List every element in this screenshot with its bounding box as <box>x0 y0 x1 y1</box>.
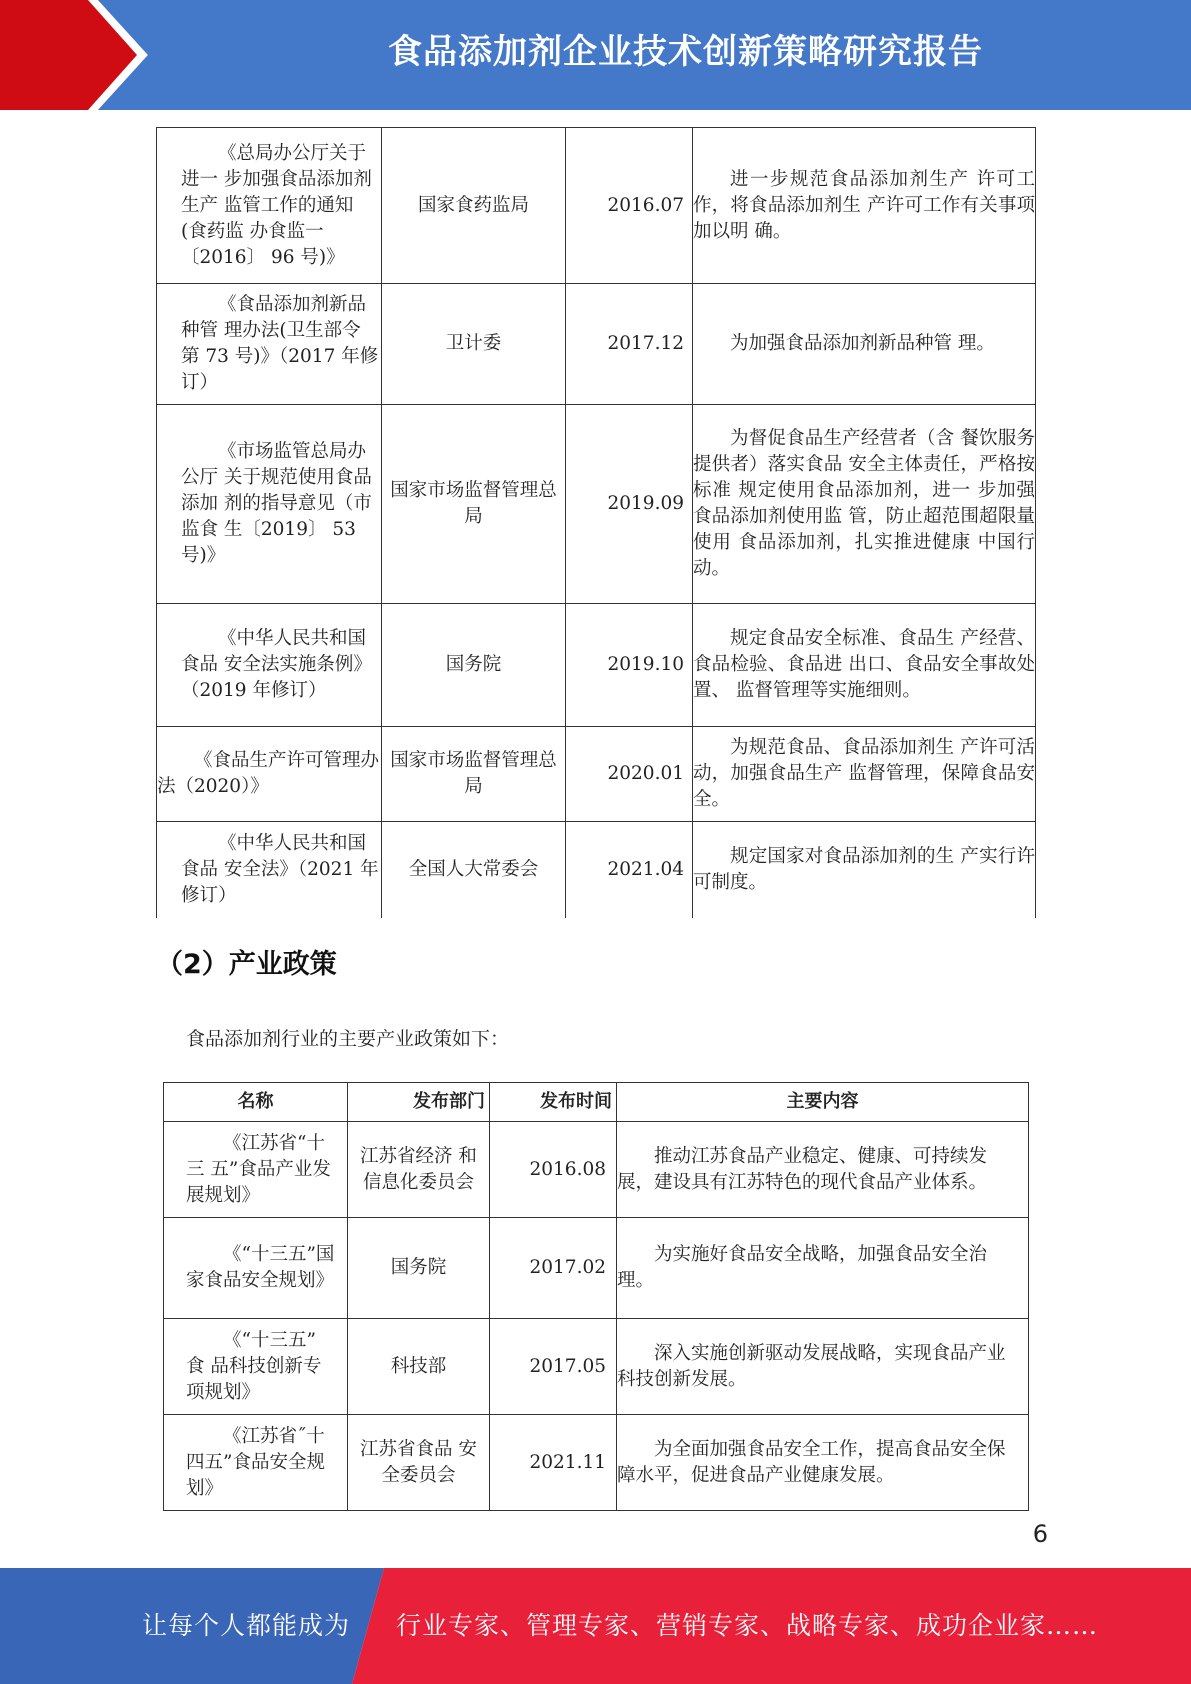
regulation-content: 为规范食品、食品添加剂生 产许可活动，加强食品生产 监督管理，保障食品安全。 <box>693 727 1036 822</box>
regulation-content: 为加强食品添加剂新品种管 理。 <box>693 284 1036 405</box>
table-header-row <box>164 1083 1029 1122</box>
regulation-content: 规定国家对食品添加剂的生 产实行许可制度。 <box>693 822 1036 918</box>
section-intro: 食品添加剂行业的主要产业政策如下： <box>186 1028 510 1050</box>
regulation-name: 《食品添加剂新品种管 理办法(卫生部令第 73 号)》（2017 年修订） <box>157 284 382 405</box>
table-row <box>157 128 1036 284</box>
policy-name: 《江苏省˝十四五”食品安全规划》 <box>164 1415 348 1511</box>
regulation-date: 2017.12 <box>566 284 693 405</box>
policy-name: 《江苏省“十三 五”食品产业发 展规划》 <box>164 1122 348 1218</box>
column-header-date: 发布时间 <box>490 1083 617 1122</box>
regulation-content: 规定食品安全标准、食品生 产经营、食品检验、食品进 出口、食品安全事故处置、 监督管理等实施细则。 <box>693 604 1036 727</box>
policy-date: 2016.08 <box>490 1122 617 1218</box>
policy-date: 2017.02 <box>490 1218 617 1319</box>
regulation-date: 2019.09 <box>566 405 693 604</box>
table-row <box>157 284 1036 405</box>
policy-content: 为全面加强食品安全工作，提高食品安全保障水平，促进食品产业健康发展。 <box>617 1415 1029 1511</box>
report-title: 食品添加剂企业技术创新策略研究报告 <box>388 32 983 72</box>
policy-content: 深入实施创新驱动发展战略，实现食品产业科技创新发展。 <box>617 1319 1029 1415</box>
policy-date: 2021.11 <box>490 1415 617 1511</box>
policy-dept: 国务院 <box>348 1218 490 1319</box>
regulation-date: 2016.07 <box>566 128 693 284</box>
table-row <box>157 727 1036 822</box>
policy-table <box>163 1082 1029 1511</box>
policy-name: 《“十三五”国 家食品安全规划》 <box>164 1218 348 1319</box>
column-header-dept: 发布部门 <box>348 1083 490 1122</box>
policy-dept: 江苏省经济 和信息化委员会 <box>348 1122 490 1218</box>
table-row <box>164 1218 1029 1319</box>
regulation-dept: 国家市场监督管理总局 <box>382 405 566 604</box>
table-row <box>164 1319 1029 1415</box>
regulation-dept: 全国人大常委会 <box>382 822 566 918</box>
policy-content: 为实施好食品安全战略，加强食品安全治理。 <box>617 1218 1029 1319</box>
regulation-content: 为督促食品生产经营者（含 餐饮服务提供者）落实食品 安全主体责任，严格按标准 规定使用食品添加剂，进一 步加强食品添加剂使用监 管，防止超范围超限量使用 食品添加剂，扎实推进健康 中国行动。 <box>693 405 1036 604</box>
regulation-date: 2020.01 <box>566 727 693 822</box>
regulation-dept: 国家市场监督管理总局 <box>382 727 566 822</box>
header-arrow-graphic <box>0 0 150 110</box>
regulation-content: 进一步规范食品添加剂生产 许可工作，将食品添加剂生 产许可工作有关事项加以明 确。 <box>693 128 1036 284</box>
regulation-date: 2021.04 <box>566 822 693 918</box>
regulation-name: 《市场监管总局办公厅 关于规范使用食品添加 剂的指导意见（市监食 生〔2019〕 53 号)》 <box>157 405 382 604</box>
footer-slogan-left: 让每个人都能成为 <box>142 1611 351 1640</box>
regulation-dept: 国家食药监局 <box>382 128 566 284</box>
regulation-name: 《中华人民共和国食品 安全法实施条例》（2019 年修订） <box>157 604 382 727</box>
column-header-content: 主要内容 <box>617 1083 1029 1122</box>
regulation-dept: 卫计委 <box>382 284 566 405</box>
section-heading: （2）产业政策 <box>156 949 337 980</box>
policy-content: 推动江苏食品产业稳定、健康、可持续发展，建设具有江苏特色的现代食品产业体系。 <box>617 1122 1029 1218</box>
regulation-name: 《总局办公厅关于进一 步加强食品添加剂生产 监管工作的通知(食药监 办食监一〔2016〕 96 号)》 <box>157 128 382 284</box>
table-row <box>157 405 1036 604</box>
policy-name: 《“十三五” 食 品科技创新专项规划》 <box>164 1319 348 1415</box>
policy-dept: 江苏省食品 安全委员会 <box>348 1415 490 1511</box>
table-row <box>157 604 1036 727</box>
table-row <box>164 1122 1029 1218</box>
table-row <box>164 1415 1029 1511</box>
page-header <box>0 0 1191 110</box>
policy-dept: 科技部 <box>348 1319 490 1415</box>
footer-slogan-right: 行业专家、管理专家、营销专家、战略专家、成功企业家…… <box>396 1611 1099 1640</box>
regulations-table <box>156 127 1036 918</box>
regulation-name: 《中华人民共和国食品 安全法》（2021 年修订） <box>157 822 382 918</box>
page-footer <box>0 1568 1191 1684</box>
regulation-date: 2019.10 <box>566 604 693 727</box>
column-header-name: 名称 <box>164 1083 348 1122</box>
table-row <box>157 822 1036 918</box>
regulation-dept: 国务院 <box>382 604 566 727</box>
regulation-name: 《食品生产许可管理办法（2020）》 <box>157 727 382 822</box>
page-number: 6 <box>1032 1520 1048 1548</box>
policy-date: 2017.05 <box>490 1319 617 1415</box>
